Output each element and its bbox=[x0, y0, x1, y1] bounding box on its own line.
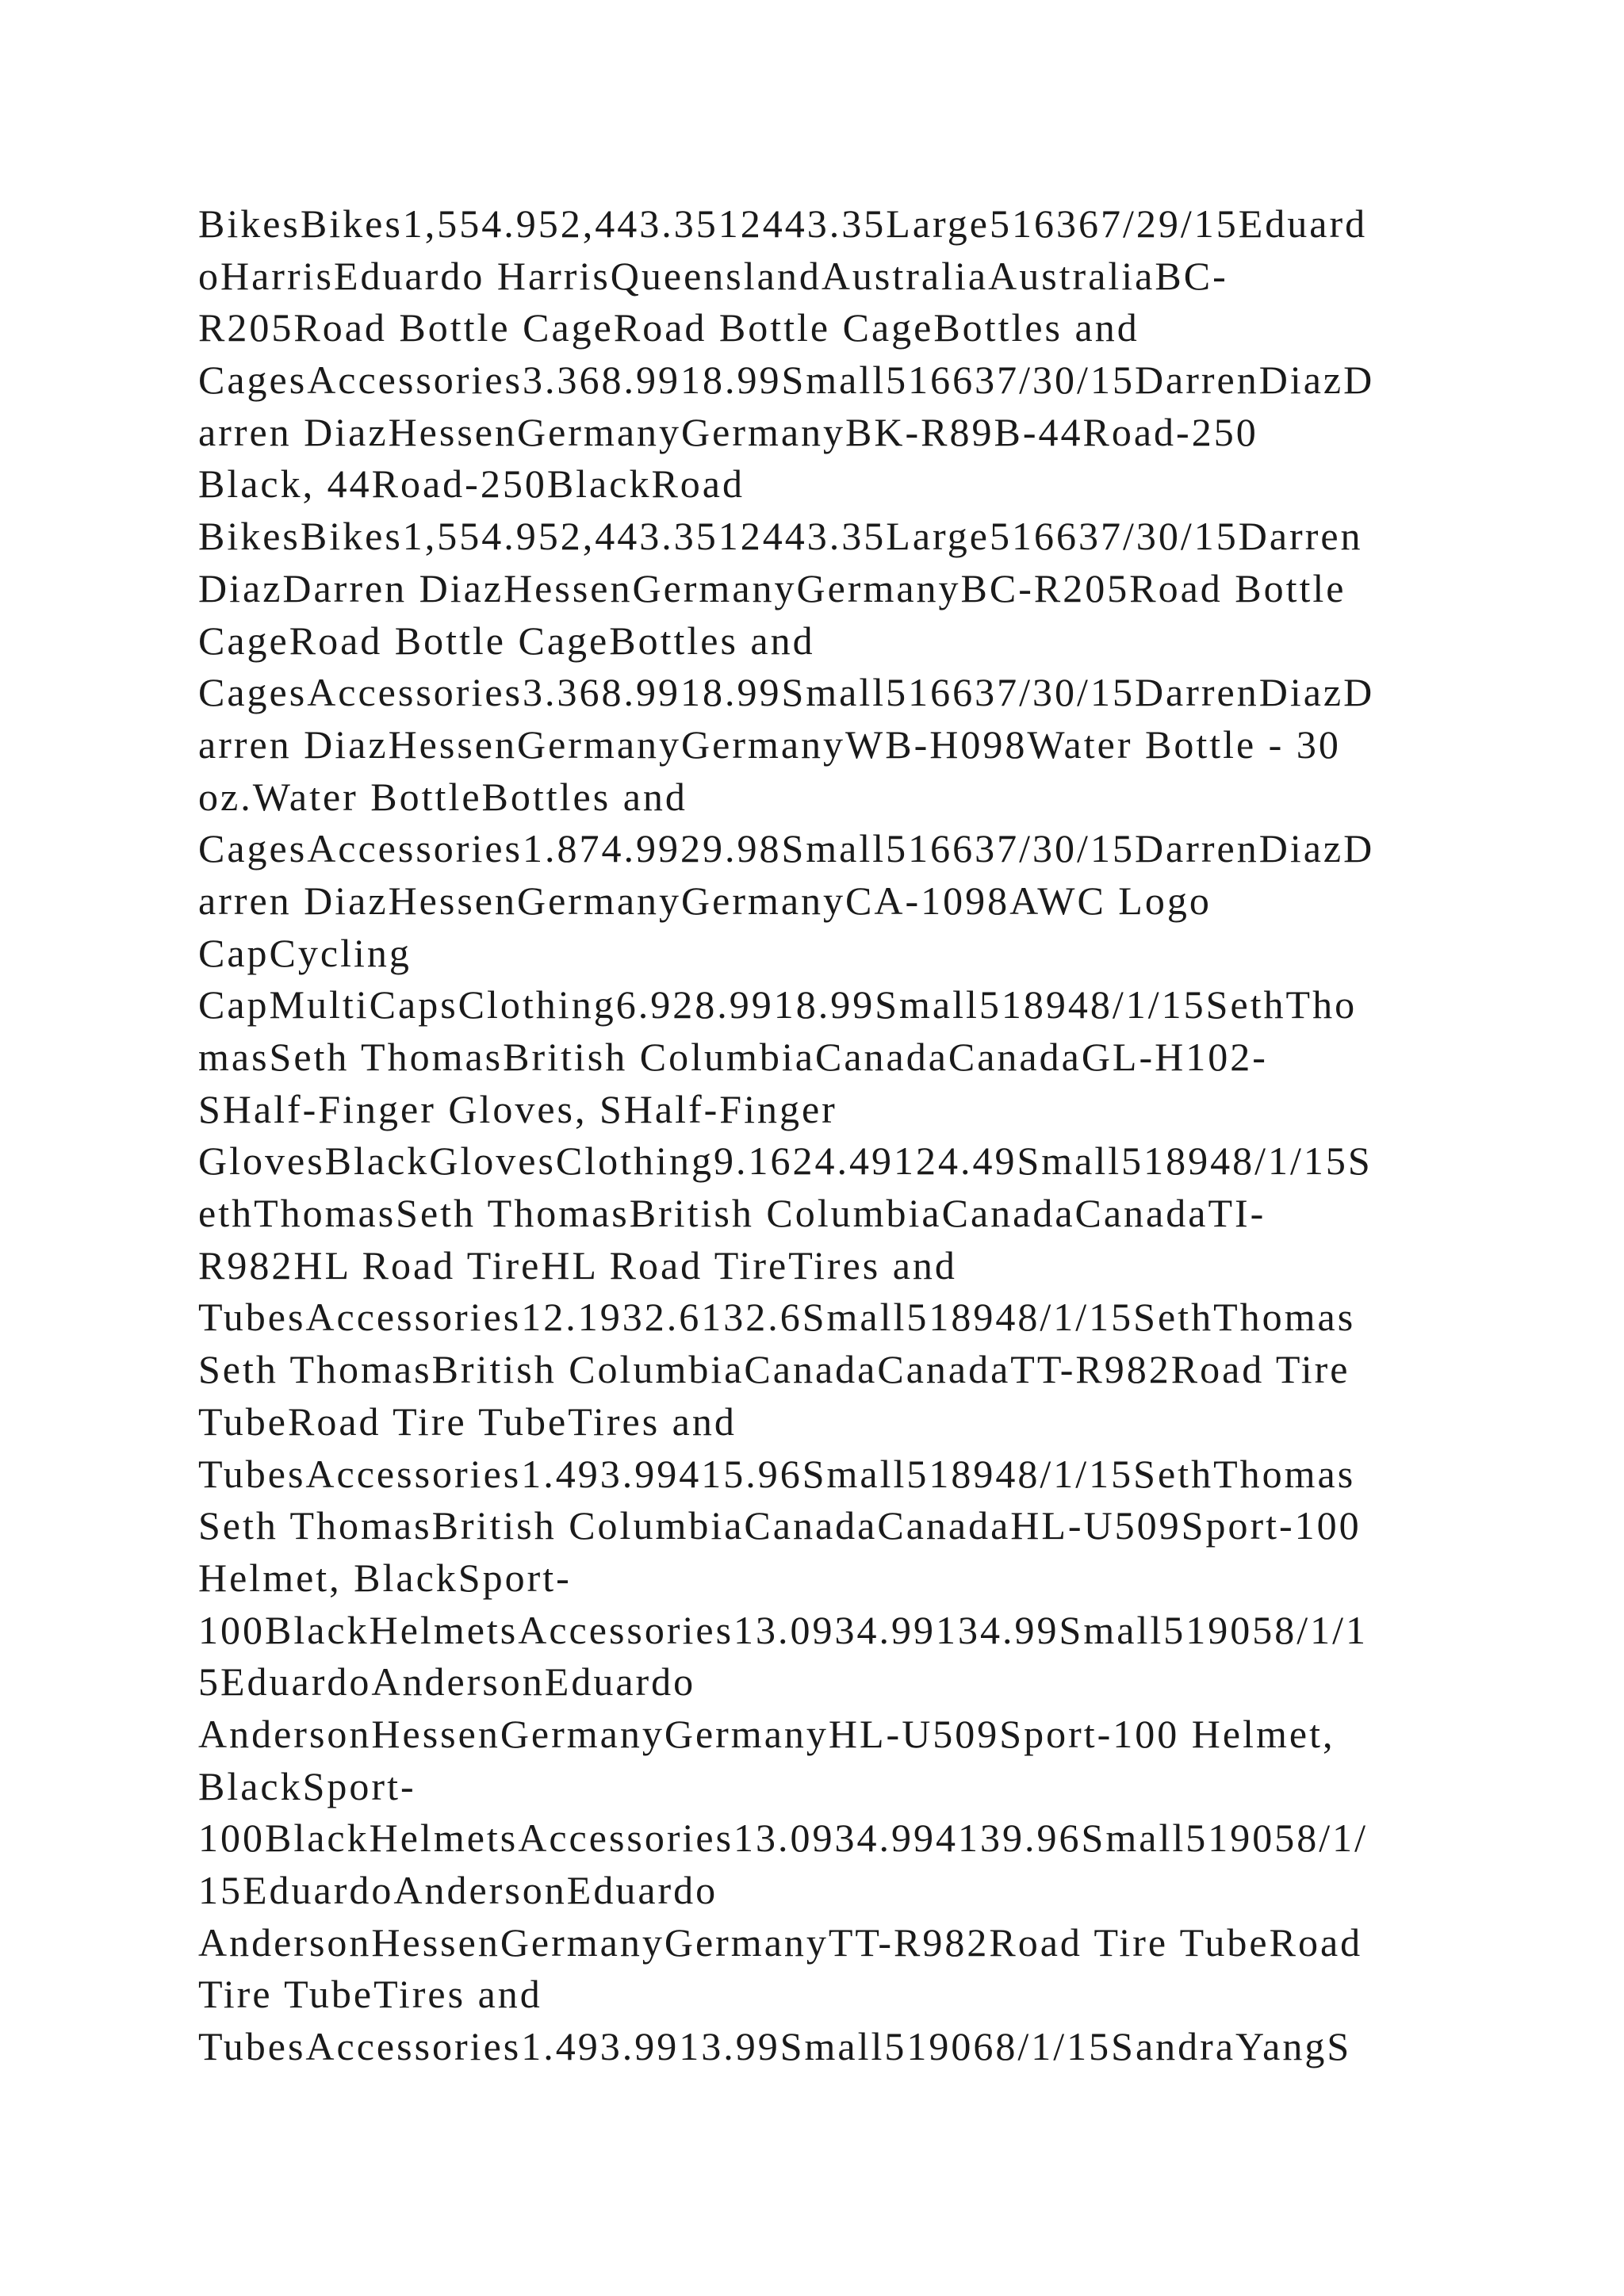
text-line: Seth ThomasBritish ColumbiaCanadaCanadaHL-U509Sport-100 bbox=[198, 1503, 1362, 1548]
text-line: ethThomasSeth ThomasBritish ColumbiaCanadaCanadaTI- bbox=[198, 1191, 1266, 1236]
text-line: AndersonHessenGermanyGermanyHL-U509Sport-100 Helmet, bbox=[198, 1711, 1335, 1756]
text-line: BikesBikes1,554.952,443.3512443.35Large516367/29/15Eduard bbox=[198, 201, 1368, 246]
text-line: CagesAccessories3.368.9918.99Small516637/30/15DarrenDiazD bbox=[198, 358, 1375, 403]
text-line: DiazDarren DiazHessenGermanyGermanyBC-R205Road Bottle bbox=[198, 565, 1346, 610]
text-line: oHarrisEduardo HarrisQueenslandAustraliaAustraliaBC- bbox=[198, 253, 1228, 298]
text-line: CapMultiCapsClothing6.928.9918.99Small518948/1/15SethTho bbox=[198, 982, 1358, 1027]
text-line: TubesAccessories12.1932.6132.6Small518948/1/15SethThomas bbox=[198, 1295, 1356, 1340]
text-line: arren DiazHessenGermanyGermanyCA-1098AWC Logo bbox=[198, 878, 1212, 923]
text-line: BikesBikes1,554.952,443.3512443.35Large516637/30/15Darren bbox=[198, 514, 1363, 559]
text-line: oz.Water BottleBottles and bbox=[198, 774, 688, 819]
text-line: TubesAccessories1.493.99415.96Small518948/1/15SethThomas bbox=[198, 1451, 1356, 1496]
text-line: 15EduardoAndersonEduardo bbox=[198, 1868, 718, 1912]
text-line: GlovesBlackGlovesClothing9.1624.49124.49Small518948/1/15S bbox=[198, 1138, 1373, 1184]
text-line: CagesAccessories1.874.9929.98Small516637/30/15DarrenDiazD bbox=[198, 826, 1375, 871]
text-line: Tire TubeTires and bbox=[198, 1972, 542, 2017]
text-line: Black, 44Road-250BlackRoad bbox=[198, 461, 745, 507]
text-line: TubeRoad Tire TubeTires and bbox=[198, 1399, 737, 1444]
text-line: 100BlackHelmetsAccessories13.0934.994139.96Small519058/1/ bbox=[198, 1816, 1369, 1861]
text-line: R205Road Bottle CageRoad Bottle CageBottles and bbox=[198, 305, 1139, 350]
text-line: TubesAccessories1.493.9913.99Small519068/1/15SandraYangS bbox=[198, 2024, 1352, 2069]
text-line: arren DiazHessenGermanyGermanyBK-R89B-44Road-250 bbox=[198, 409, 1258, 454]
text-line: Seth ThomasBritish ColumbiaCanadaCanadaTT-R982Road Tire bbox=[198, 1347, 1350, 1392]
text-line: SHalf-Finger Gloves, SHalf-Finger bbox=[198, 1086, 837, 1131]
text-line: CagesAccessories3.368.9918.99Small516637/30/15DarrenDiazD bbox=[198, 670, 1375, 715]
text-line: 5EduardoAndersonEduardo bbox=[198, 1659, 696, 1705]
text-line: CapCycling bbox=[198, 930, 412, 975]
text-line: 100BlackHelmetsAccessories13.0934.99134.99Small519058/1/1 bbox=[198, 1607, 1369, 1652]
text-line: AndersonHessenGermanyGermanyTT-R982Road Tire TubeRoad bbox=[198, 1919, 1363, 1965]
text-line: R982HL Road TireHL Road TireTires and bbox=[198, 1242, 957, 1288]
text-line: Helmet, BlackSport- bbox=[198, 1555, 572, 1600]
document-text-block bbox=[198, 198, 1483, 2073]
text-line: CageRoad Bottle CageBottles and bbox=[198, 618, 815, 663]
text-line: masSeth ThomasBritish ColumbiaCanadaCanadaGL-H102- bbox=[198, 1035, 1268, 1079]
text-line: BlackSport- bbox=[198, 1763, 416, 1808]
text-line: arren DiazHessenGermanyGermanyWB-H098Water Bottle - 30 bbox=[198, 721, 1341, 767]
